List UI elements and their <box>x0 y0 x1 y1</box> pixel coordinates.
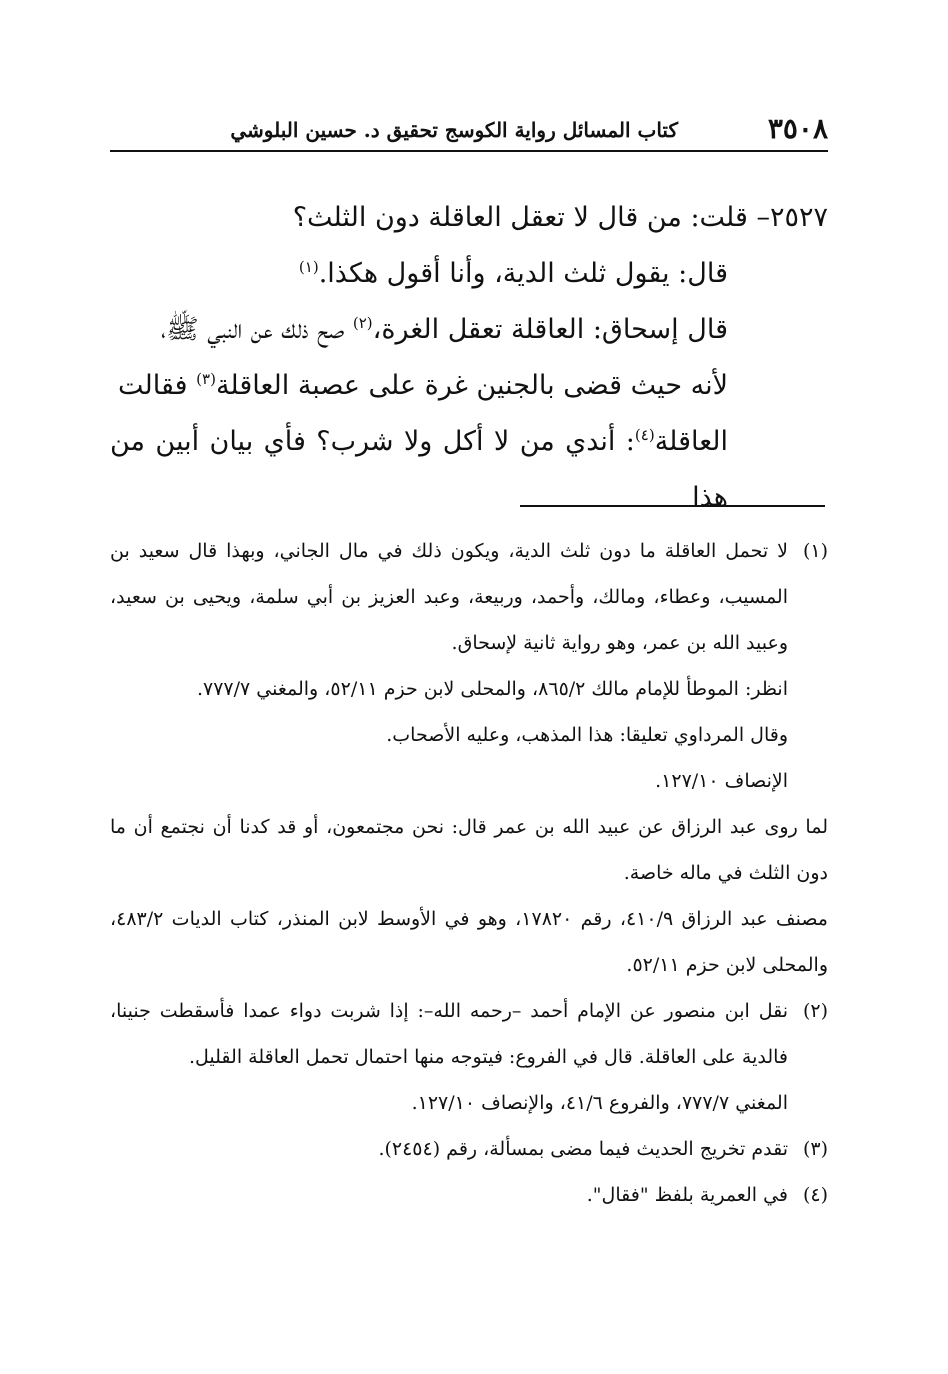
footnote-1-para-6-text: مصنف عبد الرزاق ٤١٠/٩، رقم ١٧٨٢٠، وهو في الأوسط لابن المنذر، كتاب الديات ٤٨٣/٢، والمحلى لابن حزم ٥٢/١١. <box>110 908 828 976</box>
footnote-ref-3[interactable]: (٣) <box>196 370 216 388</box>
ishaq-line-2 <box>110 358 828 414</box>
footnote-2 <box>110 988 828 1080</box>
footnote-1-para-6 <box>110 896 828 988</box>
footnote-ref-2[interactable]: (٢) <box>352 314 373 332</box>
footnotes <box>110 528 828 1218</box>
footnote-2-para-2-text: المغني ٧٧٧/٧، والفروع ٤١/٦، والإنصاف ١٢٧/١٠. <box>411 1092 788 1114</box>
ishaq-text-c: لأنه حيث قضى بالجنين غرة على عصبة العاقلة <box>215 370 728 401</box>
footnote-1-para-5 <box>110 804 828 896</box>
page-number: ٣٥٠٨ <box>767 112 828 145</box>
main-text <box>110 190 828 526</box>
question-line <box>110 190 828 246</box>
header-divider <box>110 150 828 152</box>
answer-text: قال: يقول ثلث الدية، وأنا أقول هكذا. <box>318 258 728 289</box>
ishaq-line <box>110 302 828 358</box>
answer-line <box>110 246 828 302</box>
footnote-1-text: لا تحمل العاقلة ما دون ثلث الدية، ويكون ذلك في مال الجاني، وبهذا قال سعيد بن المسيب، وعطاء، ومالك، وأحمد، وربيعة، وعبد العزيز بن أبي سلمة، ويحيى بن سعيد، وعبيد الله بن عمر، وهو رواية ثانية لإسحاق. <box>110 540 788 654</box>
footnote-3-text: تقدم تخريج الحديث فيما مضى بمسألة، رقم (٢٤٥٤). <box>378 1138 788 1160</box>
footnote-2-number: (٢) <box>802 1000 828 1022</box>
footnote-1-para-5-text: لما روى عبد الرزاق عن عبيد الله بن عمر قال: نحن مجتمعون، أو قد كدنا أن نجتمع أن ما دون الثلث في ماله خاصة. <box>110 816 828 884</box>
footnote-1-para-4-text: الإنصاف ١٢٧/١٠. <box>655 770 788 792</box>
footnote-1-para-3-text: وقال المرداوي تعليقا: هذا المذهب، وعليه الأصحاب. <box>386 724 788 746</box>
footnote-ref-4[interactable]: (٤) <box>634 426 655 444</box>
footnote-4-text: في العمرية بلفظ "فقال". <box>586 1184 788 1206</box>
footnote-2-para-2 <box>110 1080 828 1126</box>
footnote-1 <box>110 528 828 666</box>
footnote-1-para-2-text: انظر: الموطأ للإمام مالك ٨٦٥/٢، والمحلى لابن حزم ٥٢/١١، والمغني ٧٧٧/٧. <box>196 678 788 700</box>
ishaq-text-f: : أندي من لا أكل ولا شرب؟ فأي بيان أبين من هذا <box>110 426 728 513</box>
question-text: ٢٥٢٧– قلت: من قال لا تعقل العاقلة دون الثلث؟ <box>292 202 828 233</box>
footnote-4-number: (٤) <box>802 1184 828 1206</box>
ishaq-text-e: العاقلة <box>654 426 728 457</box>
footnote-1-para-3 <box>110 712 828 758</box>
footnote-1-para-2 <box>110 666 828 712</box>
footnote-2-text: نقل ابن منصور عن الإمام أحمد –رحمه الله–: إذا شربت دواء عمدا فأسقطت جنينا، فالدية على العاقلة. قال في الفروع: فيتوجه منها احتمال تحمل العاقلة القليل. <box>110 1000 788 1068</box>
running-title: كتاب المسائل رواية الكوسج تحقيق د. حسين البلوشي <box>230 118 678 142</box>
footnote-divider <box>520 505 825 507</box>
ishaq-text-a: قال إسحاق: العاقلة تعقل الغرة، <box>372 314 728 345</box>
footnote-1-para-4 <box>110 758 828 804</box>
footnote-1-number: (١) <box>802 540 828 562</box>
footnote-3-number: (٣) <box>802 1138 828 1160</box>
page-header <box>110 112 828 150</box>
ishaq-text-d: فقالت <box>118 370 197 401</box>
footnote-ref-1[interactable]: (١) <box>298 258 319 276</box>
ishaq-text-b: صح ذلك عن النبي ﷺ، <box>160 314 353 345</box>
footnote-4 <box>110 1172 828 1218</box>
ishaq-line-3 <box>110 414 828 526</box>
footnote-3 <box>110 1126 828 1172</box>
